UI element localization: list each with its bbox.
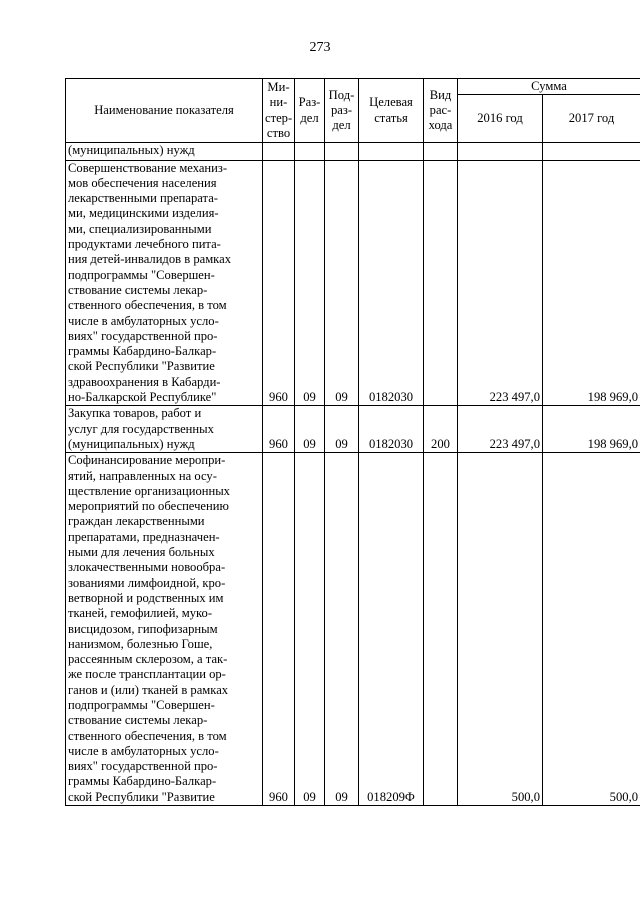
table-row: [66, 406, 640, 453]
row-sum-2016: [458, 143, 543, 160]
row-sum-2017: 198 969,0: [543, 406, 640, 453]
header-expense-type: Вид рас- хода: [424, 79, 458, 143]
header-year-2016: 2016 год: [458, 95, 543, 143]
row-name: Закупка товаров, работ и услуг для государственных (муниципальных) нужд: [66, 406, 263, 453]
row-subsection: [325, 143, 359, 160]
row-type: 200: [424, 406, 458, 453]
header-row-1: [66, 79, 640, 95]
row-ministry: 960: [263, 160, 295, 406]
row-sum-2017: [543, 143, 640, 160]
row-type: [424, 143, 458, 160]
header-subsection: Под- раз- дел: [325, 79, 359, 143]
row-type: [424, 160, 458, 406]
header-name: Наименование показателя: [66, 79, 263, 143]
row-target: 0182030: [359, 406, 424, 453]
header-section: Раз- дел: [295, 79, 325, 143]
row-sum-2017: 500,0: [543, 453, 640, 806]
row-name: (муниципальных) нужд: [66, 143, 263, 160]
page-number: 273: [309, 40, 331, 55]
row-name: Совершенствование механиз- мов обеспечения населения лекарственными препарата- ми, медицинскими изделия- ми, специализированными продуктами лечебного пита- ния детей-инвалидов в рамках подпрограммы "Совершен- ствование системы лекар- ственного обеспечения, в том числе в амбулаторных усло- виях" государственной про- граммы Кабардино-Балкар- ской Республики "Развитие здравоохранения в Кабарди- но-Балкарской Республике": [66, 160, 263, 406]
table-row: [66, 160, 640, 406]
row-ministry: 960: [263, 406, 295, 453]
row-subsection: 09: [325, 406, 359, 453]
row-name: Софинансирование меропри- ятий, направленных на осу- ществление организационных мероприятий по обеспечению граждан лекарственными препаратами, предназначен- ными для лечения больных злокачественными новообра- зованиями лимфоидной, кро- ветворной и родственных им тканей, гемофилией, муко- висцидозом, гипофизарным нанизмом, болезнью Гоше, рассеянным склерозом, а так- же после трансплантации ор- ганов и (или) тканей в рамках подпрограммы "Совершен- ствование системы лекар- ственного обеспечения, в том числе в амбулаторных усло- виях" государственной про- граммы Кабардино-Балкар- ской Республики "Развитие: [66, 453, 263, 806]
row-ministry: [263, 143, 295, 160]
row-section: 09: [295, 406, 325, 453]
budget-table: [65, 78, 640, 806]
row-target: 018209Ф: [359, 453, 424, 806]
row-type: [424, 453, 458, 806]
header-ministry: Ми- ни- стер- ство: [263, 79, 295, 143]
header-year-2017: 2017 год: [543, 95, 640, 143]
row-section: 09: [295, 160, 325, 406]
row-sum-2016: 500,0: [458, 453, 543, 806]
row-target: 0182030: [359, 160, 424, 406]
header-sum: Сумма: [458, 79, 640, 95]
table-row: [66, 453, 640, 806]
row-subsection: 09: [325, 453, 359, 806]
row-sum-2016: 223 497,0: [458, 406, 543, 453]
row-target: [359, 143, 424, 160]
row-section: [295, 143, 325, 160]
row-section: 09: [295, 453, 325, 806]
row-sum-2016: 223 497,0: [458, 160, 543, 406]
row-sum-2017: 198 969,0: [543, 160, 640, 406]
table-row: [66, 143, 640, 160]
row-ministry: 960: [263, 453, 295, 806]
header-target: Целевая статья: [359, 79, 424, 143]
row-subsection: 09: [325, 160, 359, 406]
